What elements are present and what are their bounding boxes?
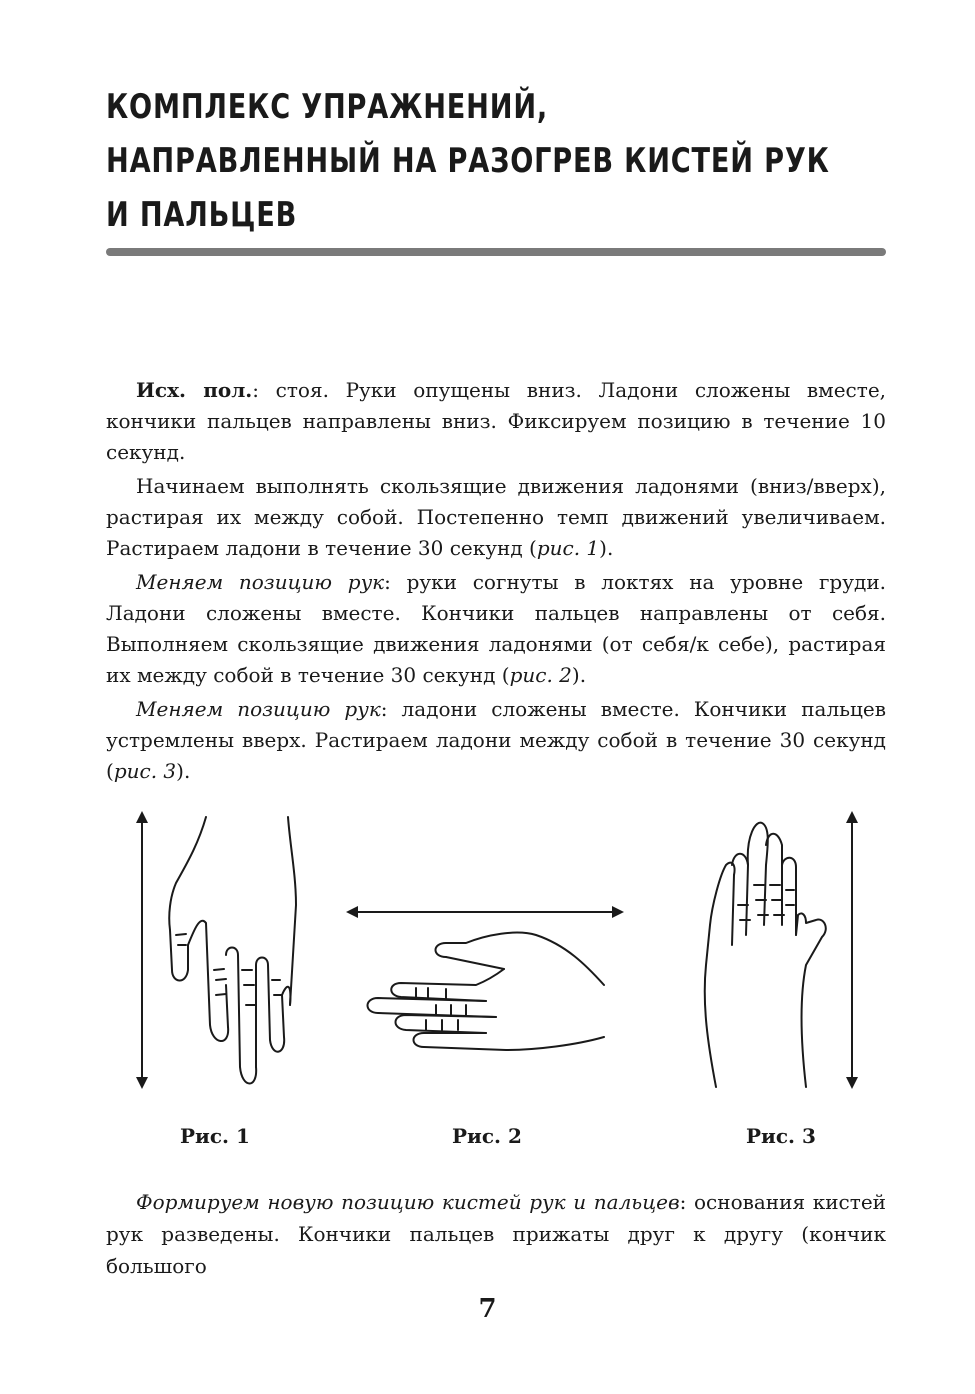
paragraph-1-lead: Исх. пол. xyxy=(136,378,253,402)
title-line-3: И ПАЛЬЦЕВ xyxy=(106,195,298,235)
figure-3-hand-icon xyxy=(705,817,852,1087)
paragraph-1-text: : стоя. Руки опущены вниз. Ладони сложены вместе, кончики пальцев направлены вниз. Фиксируем позицию в течение 10 секунд. xyxy=(106,378,887,464)
paragraph-4-end: ). xyxy=(176,759,191,783)
title-line-1: КОМПЛЕКС УПРАЖНЕНИЙ, xyxy=(106,87,549,127)
hand-illustrations xyxy=(106,805,886,1105)
paragraph-3-lead: Меняем позицию рук xyxy=(136,570,385,594)
figure-2-hand-icon xyxy=(352,912,618,1050)
figure-2-caption: Рис. 2 xyxy=(452,1124,522,1148)
paragraph-4-text: : ладони сложены вместе. Кончики пальцев устремлены вверх. Растираем ладони между собой в течение 30 секунд ( xyxy=(106,697,886,783)
paragraph-2-text: Начинаем выполнять скользящие движения ладонями (вниз/вверх), растирая их между собой. Постепенно темп движений увеличиваем. Растираем ладони в течение 30 секунд ( xyxy=(106,474,886,560)
paragraph-5 xyxy=(106,1186,886,1282)
paragraph-2-end: ). xyxy=(599,536,614,560)
paragraph-1 xyxy=(106,375,886,468)
paragraph-4-lead: Меняем позицию рук xyxy=(136,697,381,721)
paragraph-4 xyxy=(106,694,886,787)
section-title xyxy=(106,80,830,242)
figure-1-caption: Рис. 1 xyxy=(180,1124,250,1148)
figure-3-caption: Рис. 3 xyxy=(746,1124,816,1148)
body-text-continued xyxy=(106,1186,886,1282)
title-divider xyxy=(106,248,886,256)
paragraph-2-figure-ref: рис. 1 xyxy=(536,536,600,560)
title-line-2: НАПРАВЛЕННЫЙ НА РАЗОГРЕВ КИСТЕЙ РУК xyxy=(106,141,830,181)
paragraph-3-figure-ref: рис. 2 xyxy=(509,663,572,687)
paragraph-2 xyxy=(106,471,886,564)
paragraph-3-text: : руки согнуты в локтях на уровне груди. Ладони сложены вместе. Кончики пальцев направлены от себя. Выполняем скользящие движения ладонями (от себя/к себе), растирая их между собой в течение 30 секунд ( xyxy=(106,570,886,687)
paragraph-3-end: ). xyxy=(571,663,587,687)
paragraph-5-text: : основания кистей рук разведены. Кончики пальцев прижаты друг к другу (кончик большого xyxy=(106,1190,886,1278)
paragraph-3 xyxy=(106,567,886,691)
paragraph-4-figure-ref: рис. 3 xyxy=(113,759,177,783)
page-number: 7 xyxy=(478,1294,497,1324)
body-text xyxy=(106,375,886,790)
figures-area xyxy=(106,805,886,1105)
paragraph-5-lead: Формируем новую позицию кистей рук и пальцев xyxy=(136,1190,680,1214)
figure-1-hand-icon xyxy=(142,817,296,1084)
